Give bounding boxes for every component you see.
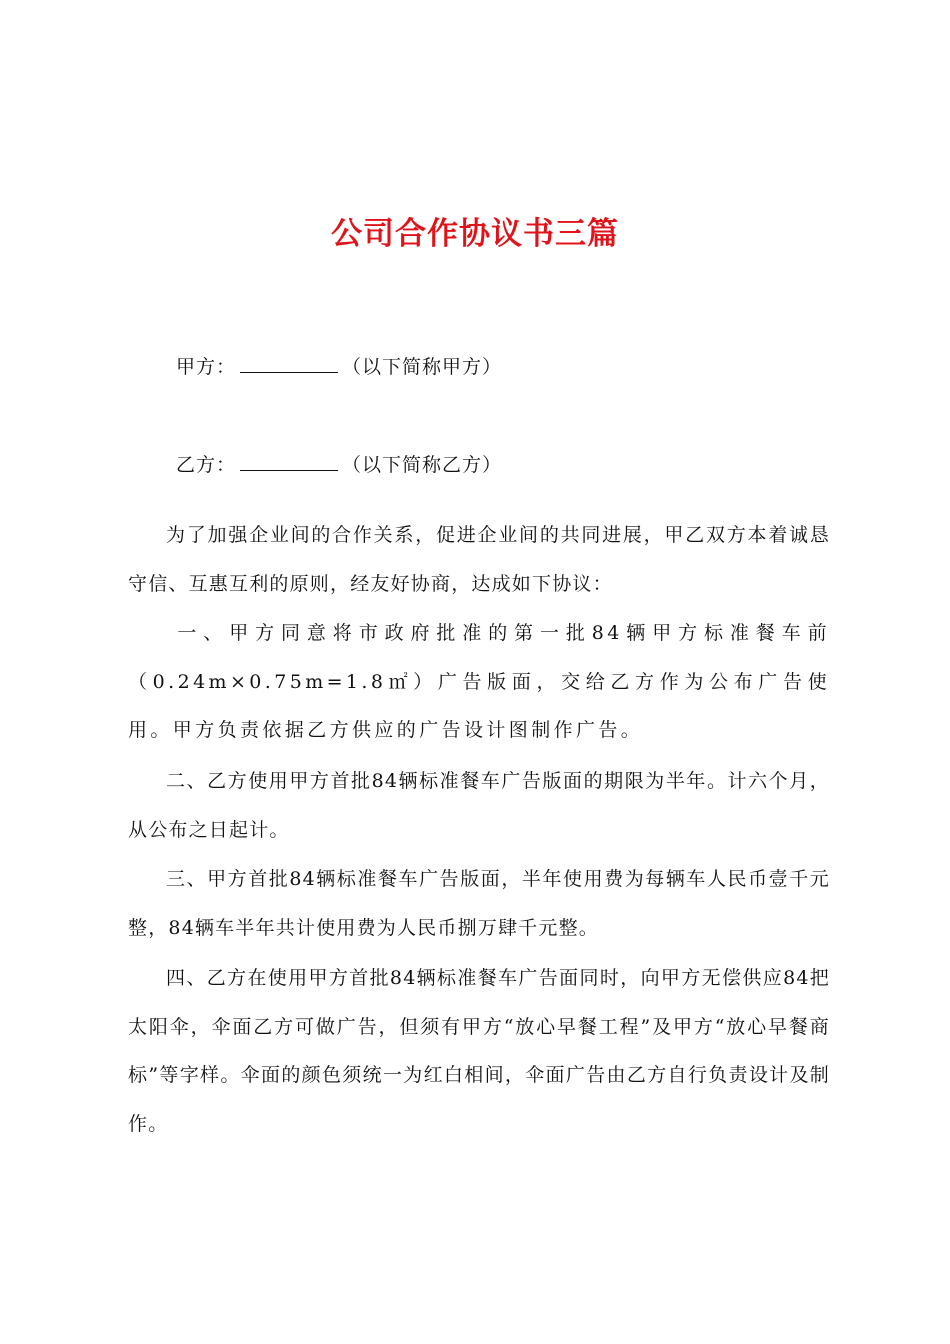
party-b-line xyxy=(176,441,878,489)
document-title: 公司合作协议书三篇 xyxy=(331,216,619,252)
party-b-blank[interactable] xyxy=(240,450,338,471)
clause-1-paragraph: 一、甲方同意将市政府批准的第一批84辆甲方标准餐车前（0.24m×0.75m=1.8㎡）广告版面，交给乙方作为公布广告使用。甲方负责依据乙方供应的广告设计图制作广告。 xyxy=(128,622,830,741)
clause-3-paragraph: 三、甲方首批84辆标准餐车广告版面，半年使用费为每辆车人民币壹千元整，84辆车半年共计使用费为人民币捌万肆千元整。 xyxy=(128,868,830,939)
party-b-suffix: （以下简称乙方） xyxy=(342,454,503,476)
party-a-suffix: （以下简称甲方） xyxy=(342,356,503,378)
clause-4-paragraph: 四、乙方在使用甲方首批84辆标准餐车广告面同时，向甲方无偿供应84把太阳伞，伞面乙方可做广告，但须有甲方“放心早餐工程”及甲方“放心早餐商标”等字样。伞面的颜色须统一为红白相间，伞面广告由乙方自行负责设计及制作。 xyxy=(128,967,830,1135)
party-a-line xyxy=(176,343,878,391)
intro-paragraph: 为了加强企业间的合作关系，促进企业间的共同进展，甲乙双方本着诚恳守信、互惠互利的原则，经友好协商，达成如下协议： xyxy=(128,524,830,595)
party-a-label: 甲方： xyxy=(176,356,237,378)
party-b-label: 乙方： xyxy=(176,454,237,476)
clause-2-paragraph: 二、乙方使用甲方首批84辆标准餐车广告版面的期限为半年。计六个月，从公布之日起计。 xyxy=(128,770,830,841)
party-a-blank[interactable] xyxy=(240,352,338,373)
